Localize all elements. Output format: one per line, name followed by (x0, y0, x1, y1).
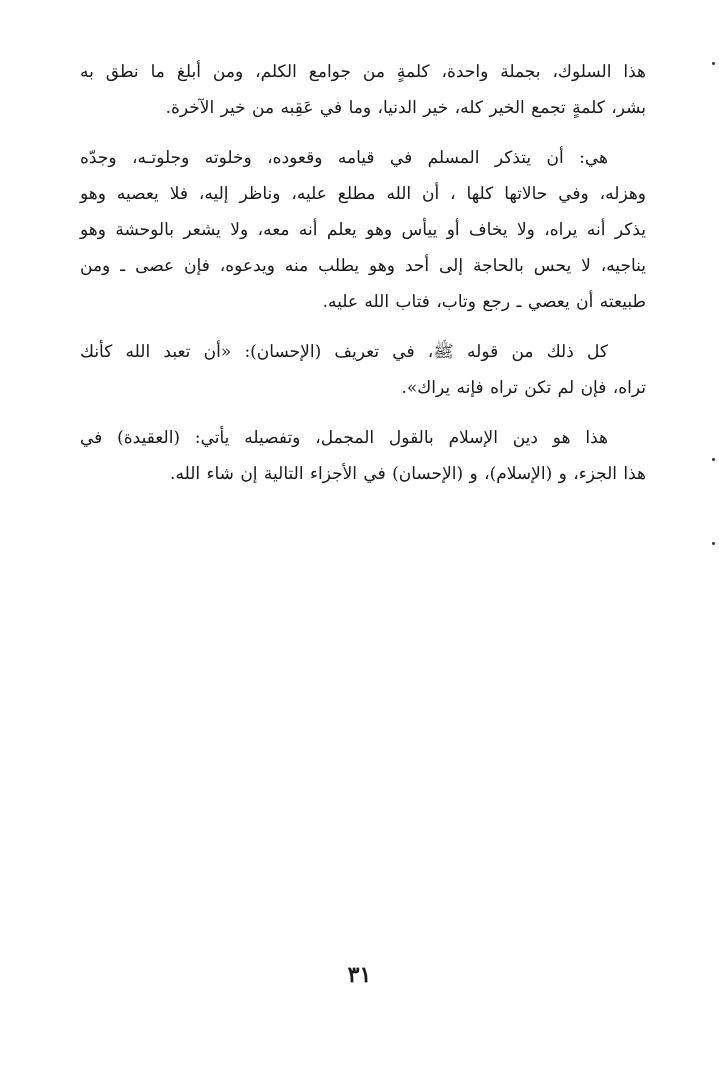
text-line: يذكر أنه يراه، ولا يخاف أو ييأس وهو يعلم أنه معه، ولا يشعر بالوحشة وهو (80, 220, 646, 240)
margin-speck (712, 542, 715, 545)
text-line: هذا السلوك، بجملة واحدة، كلمةٍ من جوامع الكلم، ومن أبلغ ما نطق به (80, 62, 646, 82)
text-line: هذا الجزء، و (الإسلام)، و (الإحسان) في الأجزاء التالية إن شاء الله. (170, 464, 646, 484)
margin-speck (712, 62, 715, 65)
text-line: بشر، كلمةٍ تجمع الخير كله، خير الدنيا، وما في عَقِبه من خير الآخرة. (165, 98, 646, 118)
text-line: كل ذلك من قوله ﷺ، في تعريف (الإحسان): «أن تعبد الله كأنك (80, 342, 608, 362)
paragraph-4 (80, 420, 646, 492)
paragraph-1 (80, 54, 646, 126)
paragraph-3 (80, 334, 646, 406)
text-line: وهزله، وفي حالاتها كلها ، أن الله مطلع عليه، وناظر إليه، فلا يعصيه وهو (80, 184, 646, 204)
body-text (80, 54, 646, 506)
margin-speck (712, 458, 715, 461)
page-number: ٣١ (347, 962, 372, 988)
paragraph-2 (80, 140, 646, 320)
text-line: تراه، فإن لم تكن تراه فإنه يراك». (401, 378, 646, 398)
text-line: هذا هو دين الإسلام بالقول المجمل، وتفصيله يأتي: (العقيدة) في (80, 428, 608, 448)
text-line: يناجيه، لا يحس بالحاجة إلى أحد وهو يطلب منه ويدعوه، فإن عصى ـ ومن (80, 256, 646, 276)
text-line: طبيعته أن يعصي ـ رجع وتاب، فتاب الله عليه. (322, 292, 646, 312)
text-line: هي: أن يتذكر المسلم في قيامه وقعوده، وخلوته وجلوتـه، وجدّه (80, 148, 608, 168)
